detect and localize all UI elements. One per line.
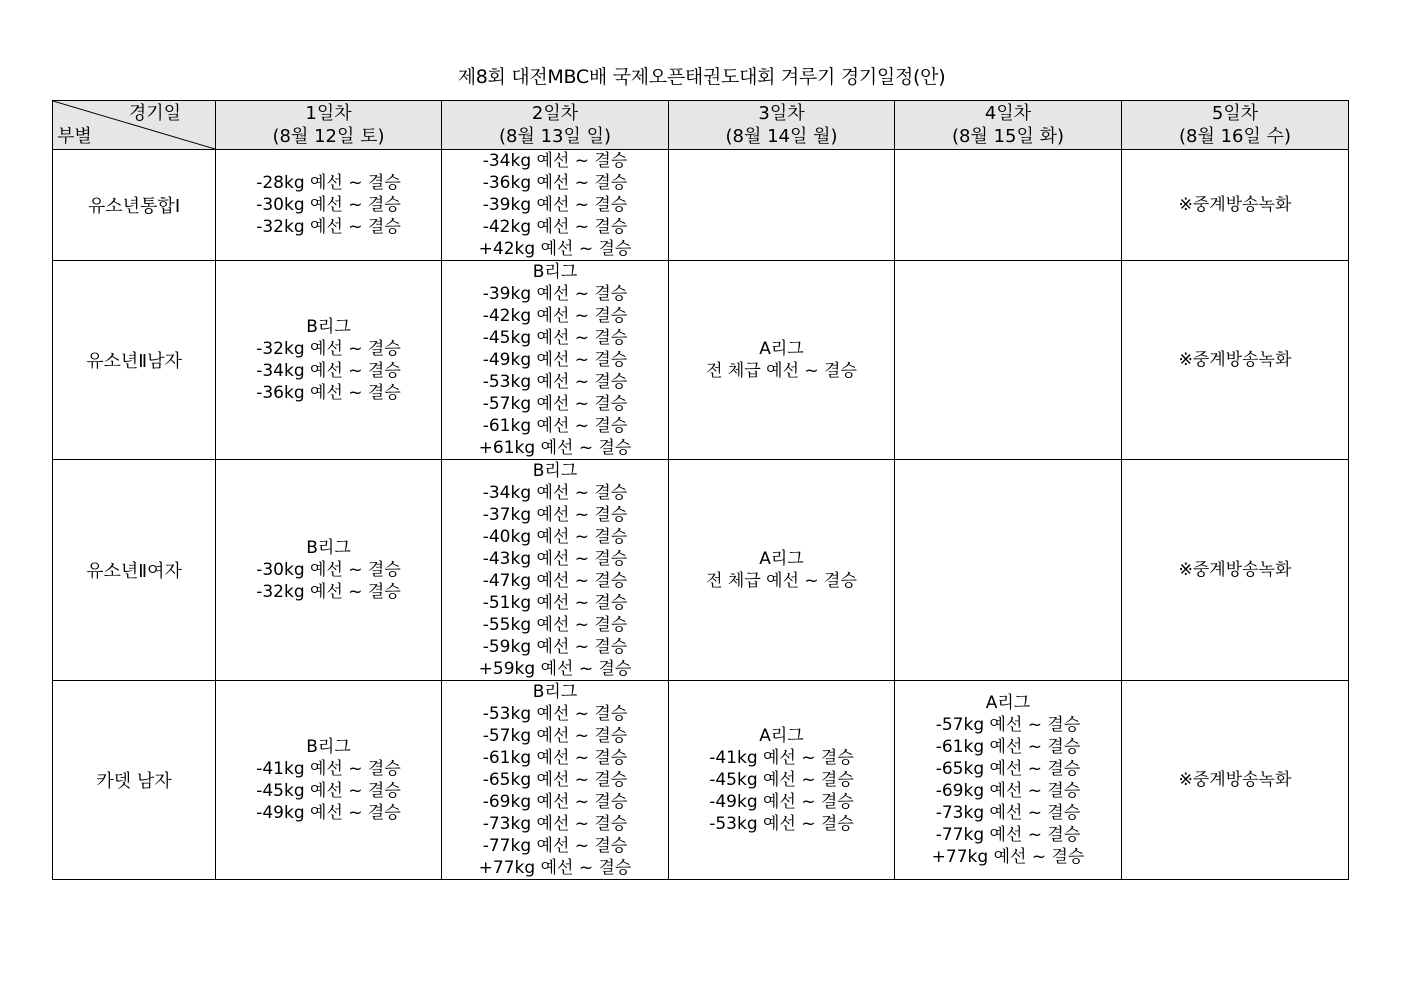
schedule-cell [895, 460, 1122, 681]
table-row [53, 261, 1349, 460]
schedule-line: B리그 [306, 538, 351, 558]
schedule-line: +42kg 예선 ~ 결승 [478, 239, 632, 259]
schedule-line: -49kg 예선 ~ 결승 [482, 350, 628, 370]
schedule-cell [895, 261, 1122, 460]
schedule-line: A리그 [759, 339, 804, 359]
schedule-line: -53kg 예선 ~ 결승 [709, 814, 854, 834]
schedule-line: -61kg 예선 ~ 결승 [935, 737, 1081, 757]
corner-label-day: 경기일 [128, 103, 181, 124]
header-day-4: 4일차 (8월 15일 화) [895, 101, 1122, 150]
header-day-5: 5일차 (8월 16일 수) [1122, 101, 1349, 150]
schedule-line: -30kg 예선 ~ 결승 [256, 195, 401, 215]
schedule-line: -53kg 예선 ~ 결승 [482, 372, 628, 392]
schedule-cell [1122, 460, 1349, 681]
schedule-cell [216, 261, 442, 460]
schedule-line: -45kg 예선 ~ 결승 [482, 328, 628, 348]
schedule-line: B리그 [532, 262, 578, 282]
schedule-line: -28kg 예선 ~ 결승 [256, 173, 401, 193]
schedule-line: -65kg 예선 ~ 결승 [482, 770, 628, 790]
schedule-line: -51kg 예선 ~ 결승 [482, 593, 628, 613]
schedule-line: -40kg 예선 ~ 결승 [482, 527, 628, 547]
table-row [53, 460, 1349, 681]
schedule-line: -57kg 예선 ~ 결승 [482, 726, 628, 746]
schedule-line: -30kg 예선 ~ 결승 [256, 560, 401, 580]
schedule-cell [1122, 681, 1349, 880]
schedule-line: -39kg 예선 ~ 결승 [482, 284, 628, 304]
schedule-line: -32kg 예선 ~ 결승 [256, 339, 401, 359]
schedule-cell [442, 150, 669, 261]
schedule-line: -59kg 예선 ~ 결승 [482, 637, 628, 657]
schedule-line: -49kg 예선 ~ 결승 [256, 803, 401, 823]
schedule-line: B리그 [306, 737, 351, 757]
schedule-line: -36kg 예선 ~ 결승 [482, 173, 628, 193]
schedule-line: B리그 [306, 317, 351, 337]
schedule-line: A리그 [985, 693, 1031, 713]
schedule-line: ※중계방송녹화 [1178, 195, 1292, 215]
schedule-line: -42kg 예선 ~ 결승 [482, 306, 628, 326]
header-corner-cell [53, 101, 216, 150]
schedule-line: A리그 [759, 726, 804, 746]
schedule-cell [669, 261, 895, 460]
schedule-cell [1122, 150, 1349, 261]
schedule-line: -47kg 예선 ~ 결승 [482, 571, 628, 591]
schedule-line: -53kg 예선 ~ 결승 [482, 704, 628, 724]
schedule-cell [216, 150, 442, 261]
schedule-cell [442, 460, 669, 681]
schedule-line: -41kg 예선 ~ 결승 [256, 759, 401, 779]
division-cell: 카뎃 남자 [53, 681, 216, 880]
schedule-line: -61kg 예선 ~ 결승 [482, 416, 628, 436]
schedule-line: -61kg 예선 ~ 결승 [482, 748, 628, 768]
header-row [53, 101, 1349, 150]
schedule-cell [669, 150, 895, 261]
schedule-line: 전 체급 예선 ~ 결승 [706, 361, 857, 381]
schedule-line: -73kg 예선 ~ 결승 [482, 814, 628, 834]
corner-label-division: 부별 [57, 126, 92, 147]
schedule-line: -41kg 예선 ~ 결승 [709, 748, 854, 768]
schedule-line: -57kg 예선 ~ 결승 [935, 715, 1081, 735]
schedule-line: -69kg 예선 ~ 결승 [935, 781, 1081, 801]
schedule-line: 전 체급 예선 ~ 결승 [706, 571, 857, 591]
table-row [53, 150, 1349, 261]
schedule-line: A리그 [759, 549, 804, 569]
division-cell: 유소년통합Ⅰ [53, 150, 216, 261]
schedule-line: -34kg 예선 ~ 결승 [256, 361, 401, 381]
division-cell: 유소년Ⅱ여자 [53, 460, 216, 681]
schedule-line: -57kg 예선 ~ 결승 [482, 394, 628, 414]
schedule-cell [216, 460, 442, 681]
schedule-cell [1122, 261, 1349, 460]
schedule-line: -36kg 예선 ~ 결승 [256, 383, 401, 403]
schedule-line: +59kg 예선 ~ 결승 [478, 659, 632, 679]
schedule-line: -77kg 예선 ~ 결승 [482, 836, 628, 856]
schedule-line: -45kg 예선 ~ 결승 [709, 770, 854, 790]
schedule-cell [669, 460, 895, 681]
schedule-line: -55kg 예선 ~ 결승 [482, 615, 628, 635]
schedule-line: B리그 [532, 461, 578, 481]
header-day-3: 3일차 (8월 14일 월) [669, 101, 895, 150]
schedule-line: -34kg 예선 ~ 결승 [482, 483, 628, 503]
schedule-line: -42kg 예선 ~ 결승 [482, 217, 628, 237]
schedule-table [52, 100, 1349, 880]
schedule-line: B리그 [532, 682, 578, 702]
schedule-line: -49kg 예선 ~ 결승 [709, 792, 854, 812]
schedule-line: ※중계방송녹화 [1178, 350, 1292, 370]
schedule-cell [216, 681, 442, 880]
schedule-line: -69kg 예선 ~ 결승 [482, 792, 628, 812]
schedule-cell [442, 681, 669, 880]
document-title: 제8회 대전MBC배 국제오픈태권도대회 겨루기 경기일정(안) [457, 66, 946, 88]
schedule-line: -65kg 예선 ~ 결승 [935, 759, 1081, 779]
schedule-cell [442, 261, 669, 460]
schedule-line: -45kg 예선 ~ 결승 [256, 781, 401, 801]
schedule-cell [669, 681, 895, 880]
schedule-line: +77kg 예선 ~ 결승 [478, 858, 632, 878]
schedule-line: -43kg 예선 ~ 결승 [482, 549, 628, 569]
schedule-line: -77kg 예선 ~ 결승 [935, 825, 1081, 845]
table-row [53, 681, 1349, 880]
schedule-line: +77kg 예선 ~ 결승 [931, 847, 1085, 867]
schedule-line: -32kg 예선 ~ 결승 [256, 582, 401, 602]
schedule-line: +61kg 예선 ~ 결승 [478, 438, 632, 458]
schedule-cell [895, 150, 1122, 261]
schedule-line: -34kg 예선 ~ 결승 [482, 151, 628, 171]
schedule-line: ※중계방송녹화 [1178, 560, 1292, 580]
schedule-cell [895, 681, 1122, 880]
schedule-line: ※중계방송녹화 [1178, 770, 1292, 790]
division-cell: 유소년Ⅱ남자 [53, 261, 216, 460]
schedule-line: -37kg 예선 ~ 결승 [482, 505, 628, 525]
schedule-line: -73kg 예선 ~ 결승 [935, 803, 1081, 823]
header-day-1: 1일차 (8월 12일 토) [216, 101, 442, 150]
schedule-line: -39kg 예선 ~ 결승 [482, 195, 628, 215]
schedule-line: -32kg 예선 ~ 결승 [256, 217, 401, 237]
header-day-2: 2일차 (8월 13일 일) [442, 101, 669, 150]
